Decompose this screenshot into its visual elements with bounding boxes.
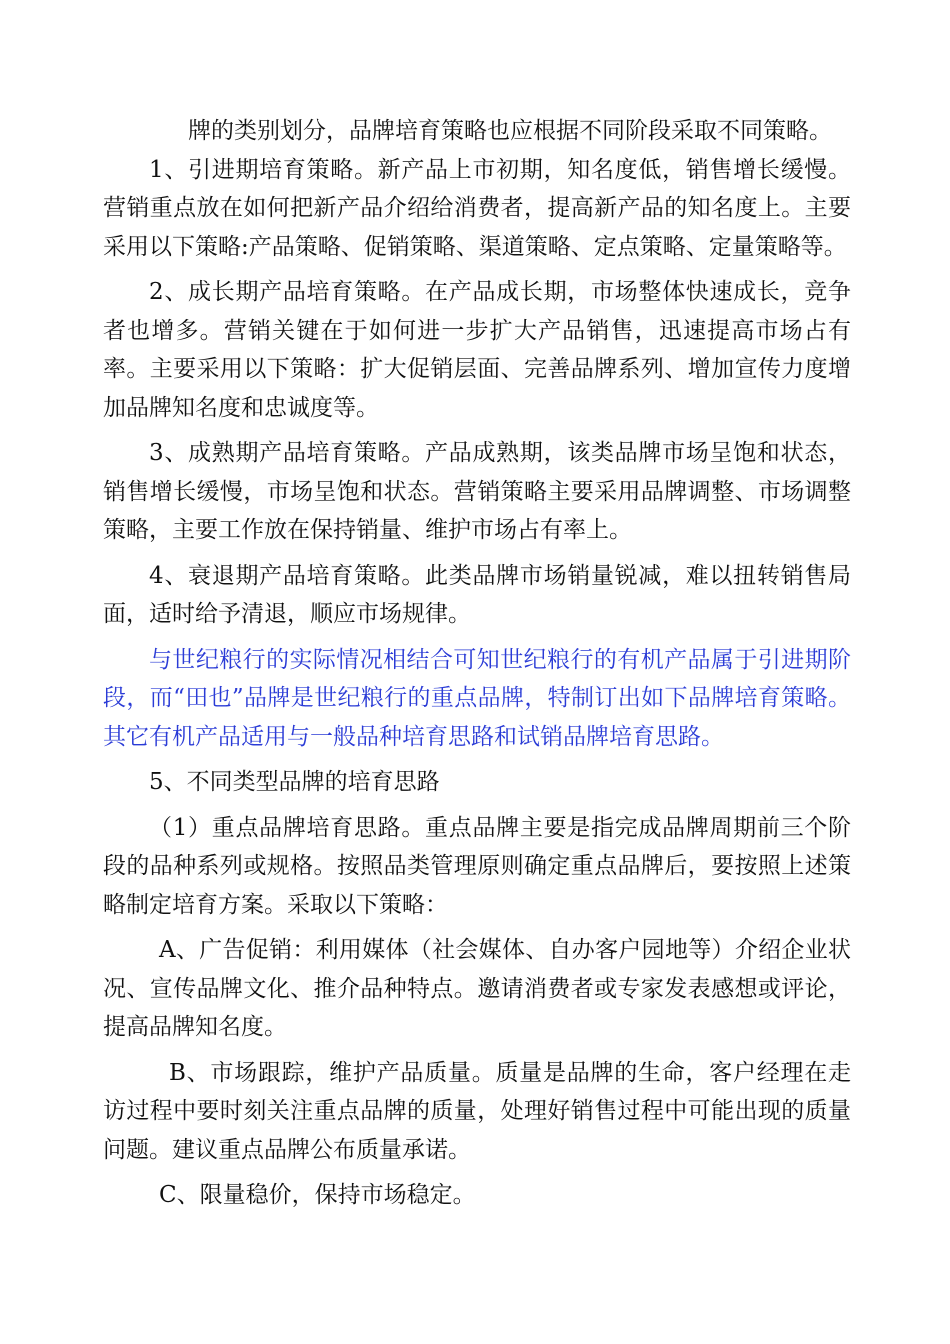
- paragraph-item-b: B、市场跟踪，维护产品质量。质量是品牌的生命，客户经理在走访过程中要时刻关注重点品牌的质量，处理好销售过程中可能出现的质量问题。建议重点品牌公布质量承诺。: [103, 1059, 851, 1163]
- paragraph-section-heading: 5、不同类型品牌的培育思路: [149, 769, 440, 795]
- paragraph-maturity-stage: 3、成熟期产品培育策略。产品成熟期，该类品牌市场呈饱和状态，销售增长缓慢，市场呈饱和状态。营销策略主要采用品牌调整、市场调整策略，主要工作放在保持销量、维护市场占有率上。: [103, 440, 851, 543]
- paragraph-growth-stage: 2、成长期产品培育策略。在产品成长期，市场整体快速成长，竞争者也增多。营销关键在于如何进一步扩大产品销售，迅速提高市场占有率。主要采用以下策略：扩大促销层面、完善品牌系列、增加宣传力度增加品牌知名度和忠诚度等。: [103, 279, 851, 421]
- paragraph-decline-stage: 4、衰退期产品培育策略。此类品牌市场销量锐减，难以扭转销售局面，适时给予清退，顺应市场规律。: [103, 562, 851, 627]
- paragraph-item-c: C、限量稳价，保持市场稳定。: [159, 1182, 476, 1208]
- document-body: [103, 112, 851, 1215]
- paragraph-highlight-note: 与世纪粮行的实际情况相结合可知世纪粮行的有机产品属于引进期阶段，而“田也”品牌是世纪粮行的重点品牌，特制订出如下品牌培育策略。其它有机产品适用与一般品种培育思路和试销品牌培育思路。: [103, 646, 851, 750]
- paragraph-intro: 牌的类别划分，品牌培育策略也应根据不同阶段采取不同策略。: [188, 118, 832, 144]
- paragraph-key-brand: （1）重点品牌培育思路。重点品牌主要是指完成品牌周期前三个阶段的品种系列或规格。按照品类管理原则确定重点品牌后，要按照上述策略制定培育方案。采取以下策略：: [103, 814, 851, 918]
- paragraph-introduction-stage: 1、引进期培育策略。新产品上市初期，知名度低，销售增长缓慢。营销重点放在如何把新产品介绍给消费者，提高新产品的知名度上。主要采用以下策略:产品策略、促销策略、渠道策略、定点策略、定量策略等。: [103, 156, 851, 260]
- paragraph-item-a: A、广告促销：利用媒体（社会媒体、自办客户园地等）介绍企业状况、宣传品牌文化、推介品种特点。邀请消费者或专家发表感想或评论，提高品牌知名度。: [103, 937, 851, 1040]
